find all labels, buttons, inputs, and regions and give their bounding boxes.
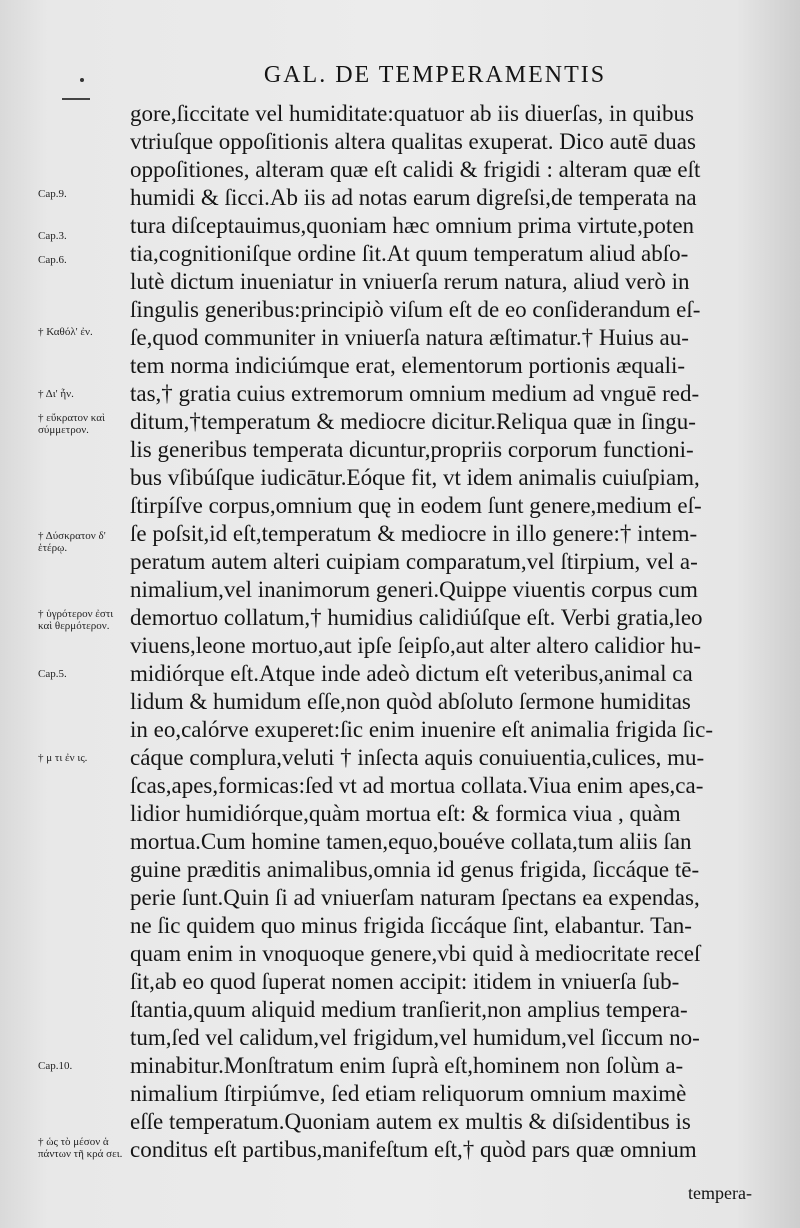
margin-note-greek: † ὑγρότερον ἐστι καὶ θερμότερον. — [38, 608, 114, 632]
text-line: ſtirpíſve corpus,omnium quę in eodem ſunt genere,medium eſ- — [130, 493, 702, 518]
text-line: ſe poſsit,id eſt,temperatum & mediocre in illo genere:† intem- — [130, 521, 698, 546]
text-line: midiórque eſt.Atque inde adeò dictum eſt veteribus,animal ca — [130, 661, 693, 686]
text-line: mortua.Cum homine tamen,equo,bouéve collata,tum aliis ſan — [130, 829, 692, 854]
text-line: ſcas,apes,formicas:ſed vt ad mortua collata.Viua enim apes,ca- — [130, 773, 704, 798]
margin-note-greek: † Δι' ἦν. — [38, 388, 74, 400]
margin-note-greek: † Δύσκρατον δ' ἑτέρῳ. — [38, 530, 106, 554]
text-line: nimalium ſtirpiúmve, ſed etiam reliquorum omnium maximè — [130, 1081, 687, 1106]
margin-note-greek: † Καθόλ' ἐν. — [38, 326, 93, 338]
text-line: humidi & ſicci.Ab iis ad notas earum digreſsi,de temperata na — [130, 185, 697, 210]
text-line: tum,ſed vel calidum,vel frigidum,vel humidum,vel ſiccum no- — [130, 1025, 700, 1050]
text-line: ſit,ab eo quod ſuperat nomen accipit: itidem in vniuerſa ſub- — [130, 969, 680, 994]
text-line: minabitur.Monſtratum enim ſuprà eſt,hominem non ſolùm a- — [130, 1053, 684, 1078]
text-line: lis generibus temperata dicuntur,propriis corporum functioni- — [130, 437, 694, 462]
text-line: lidum & humidum eſſe,non quòd abſoluto ſermone humiditas — [130, 689, 691, 714]
margin-note-chapter: Cap.10. — [38, 1060, 73, 1072]
text-line: demortuo collatum,† humidius calidiúſque eſt. Verbi gratia,leo — [130, 605, 703, 630]
text-line: bus vſibúſque iudicātur.Eóque fit, vt idem animalis cuiuſpiam, — [130, 465, 700, 490]
margin-note-chapter: Cap.3. — [38, 230, 67, 242]
text-line: perie ſunt.Quin ſi ad vniuerſam naturam ſpectans ea expendas, — [130, 885, 700, 910]
margin-note-chapter: Cap.9. — [38, 188, 67, 200]
text-line: oppoſitiones, alteram quæ eſt calidi & frigidi : alteram quæ eſt — [130, 157, 701, 182]
text-line: in eo,calórve exuperet:ſic enim inuenire eſt animalia frigida ſic- — [130, 717, 714, 742]
text-line: tas,† gratia cuius extremorum omnium medium ad vnguē red- — [130, 381, 700, 406]
text-line: conditus eſt partibus,manifeſtum eſt,† quòd pars quæ omnium — [130, 1137, 697, 1162]
text-line: ſingulis generibus:principiò viſum eſt de eo conſiderandum eſ- — [130, 297, 701, 322]
text-line: ne ſic quidem quo minus frigida ſiccáque ſint, elabantur. Tan- — [130, 913, 692, 938]
text-line: tura diſceptauimus,quoniam hæc omnium prima virtute,poten — [130, 213, 695, 238]
text-line: viuens,leone mortuo,aut ipſe ſeipſo,aut alter altero calidior hu- — [130, 633, 701, 658]
text-line: quam enim in vnoquoque genere,vbi quid à mediocritate receſ — [130, 941, 701, 966]
text-line: guine præditis animalibus,omnia id genus frigida, ſiccáque tē- — [130, 857, 700, 882]
text-line: nimalium,vel inanimorum generi.Quippe viuentis corpus cum — [130, 577, 698, 602]
text-line: peratum autem alteri cuipiam comparatum,vel ſtirpium, vel a- — [130, 549, 698, 574]
header-title: GAL. DE TEMPERAMENTIS — [263, 62, 607, 88]
text-line: cáque complura,veluti † inſecta aquis conuiuentia,culices, mu- — [130, 745, 705, 770]
text-line: eſſe temperatum.Quoniam autem ex multis & diſsidentibus is — [130, 1109, 691, 1134]
margin-note-greek: † ὡς τὸ μέσον ἁ πάντων τῆ κρά σει. — [38, 1136, 123, 1160]
text-line: vtriuſque oppoſitionis altera qualitas exuperat. Dico autē duas — [130, 129, 696, 154]
margin-note-chapter: Cap.6. — [38, 254, 67, 266]
margin-note-greek: † μ τι ἐν ις. — [38, 752, 88, 764]
text-line: lidior humidiórque,quàm mortua eſt: & formica viua , quàm — [130, 801, 681, 826]
catchword: tempera- — [688, 1183, 752, 1203]
text-line: tia,cognitioniſque ordine ſit.At quum temperatum aliud abſo- — [130, 241, 689, 266]
text-line: ſe,quod communiter in vniuerſa natura æſtimatur.† Huius au- — [130, 325, 689, 350]
ink-mark — [62, 98, 90, 100]
text-line: tem norma indiciúmque erat, elementorum portionis æquali- — [130, 353, 686, 378]
text-line: ſtantia,quum aliquid medium tranſierit,non amplius tempera- — [130, 997, 688, 1022]
text-line: gore,ſiccitate vel humiditate:quatuor ab iis diuerſas, in quibus — [130, 101, 694, 126]
running-header — [0, 62, 800, 89]
text-line: ditum,†temperatum & mediocre dicitur.Reliqua quæ in ſingu- — [130, 409, 696, 434]
margin-note-chapter: Cap.5. — [38, 668, 67, 680]
text-line: lutè dictum inueniatur in vniuerſa rerum natura, aliud verò in — [130, 269, 690, 294]
margin-note-greek: † εὔκρατον καὶ σύμμετρον. — [38, 412, 105, 436]
